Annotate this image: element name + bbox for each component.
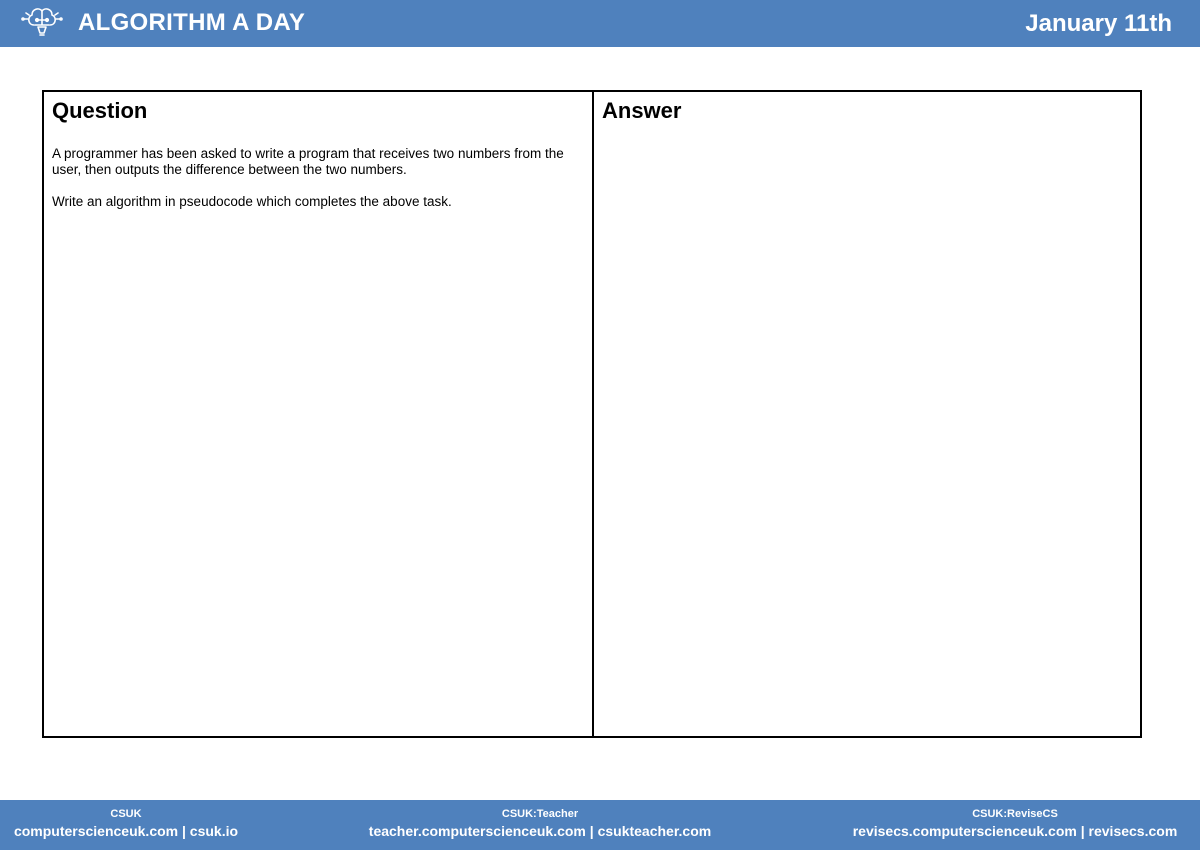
footer-links[interactable]: teacher.computerscienceuk.com | csukteacher.com bbox=[368, 823, 712, 839]
footer-links[interactable]: computerscienceuk.com | csuk.io bbox=[13, 823, 239, 839]
footer-brand: CSUK bbox=[110, 808, 142, 820]
footer-csuk bbox=[6, 807, 246, 841]
page-footer bbox=[0, 800, 1200, 850]
question-panel bbox=[44, 92, 594, 736]
footer-csuk-revisecs bbox=[845, 807, 1185, 841]
answer-heading: Answer bbox=[602, 98, 682, 123]
footer-brand: CSUK:ReviseCS bbox=[972, 808, 1058, 820]
footer-csuk-teacher bbox=[360, 807, 720, 841]
question-heading: Question bbox=[52, 98, 148, 123]
page-title: ALGORITHM A DAY bbox=[78, 9, 306, 36]
brain-circuit-icon bbox=[20, 3, 64, 43]
question-paragraph: A programmer has been asked to write a program that receives two numbers from the user, then outputs the difference between the two numbers. bbox=[52, 146, 564, 177]
worksheet-table bbox=[42, 90, 1142, 738]
footer-links[interactable]: revisecs.computerscienceuk.com | revisecs.com bbox=[852, 823, 1178, 839]
footer-brand: CSUK:Teacher bbox=[501, 808, 579, 820]
page-header bbox=[0, 0, 1200, 47]
date-label: January 11th bbox=[1025, 10, 1172, 37]
question-instruction: Write an algorithm in pseudocode which completes the above task. bbox=[52, 194, 452, 209]
answer-panel[interactable] bbox=[594, 92, 1140, 736]
